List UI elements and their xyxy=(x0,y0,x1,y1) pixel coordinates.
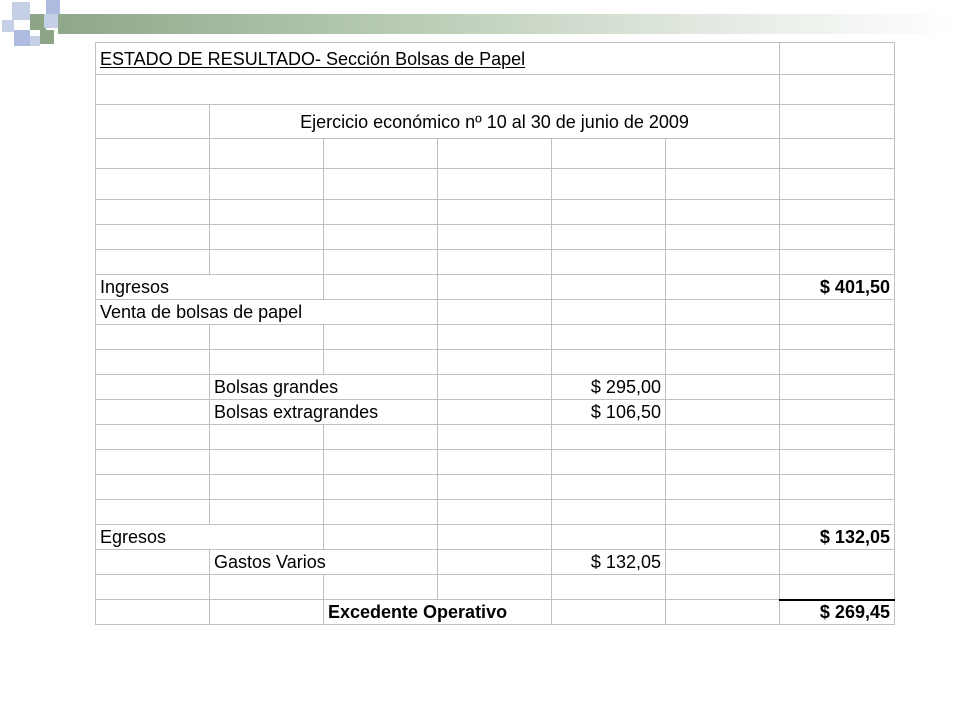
item-label: Bolsas extragrandes xyxy=(210,400,438,425)
cell xyxy=(552,500,666,525)
cell xyxy=(666,325,780,350)
cell xyxy=(666,300,780,325)
cell xyxy=(552,200,666,225)
cell xyxy=(96,250,210,275)
cell xyxy=(210,350,324,375)
item-amount: $ 295,00 xyxy=(552,375,666,400)
ingresos-label: Ingresos xyxy=(96,275,324,300)
cell xyxy=(666,200,780,225)
cell xyxy=(552,169,666,200)
cell xyxy=(438,500,552,525)
cell xyxy=(324,250,438,275)
cell xyxy=(780,200,895,225)
cell xyxy=(552,250,666,275)
cell xyxy=(780,425,895,450)
cell xyxy=(96,400,210,425)
cell xyxy=(96,575,210,600)
cell xyxy=(438,139,552,169)
cell xyxy=(324,139,438,169)
egresos-label: Egresos xyxy=(96,525,324,550)
decor-square xyxy=(46,0,60,14)
cell xyxy=(210,475,324,500)
cell xyxy=(210,600,324,625)
cell xyxy=(780,475,895,500)
cell xyxy=(666,550,780,575)
cell xyxy=(780,139,895,169)
venta-label: Venta de bolsas de papel xyxy=(96,300,438,325)
cell xyxy=(552,139,666,169)
cell xyxy=(780,375,895,400)
cell xyxy=(552,300,666,325)
cell xyxy=(96,550,210,575)
cell xyxy=(666,375,780,400)
cell xyxy=(324,275,438,300)
cell xyxy=(96,139,210,169)
cell xyxy=(210,200,324,225)
cell xyxy=(96,600,210,625)
cell xyxy=(438,375,552,400)
cell xyxy=(552,525,666,550)
decor-square xyxy=(30,36,40,46)
cell xyxy=(210,500,324,525)
cell xyxy=(438,169,552,200)
cell xyxy=(96,450,210,475)
cell xyxy=(552,475,666,500)
cell xyxy=(438,400,552,425)
cell xyxy=(780,250,895,275)
cell xyxy=(324,350,438,375)
cell xyxy=(666,169,780,200)
sheet-title: ESTADO DE RESULTADO- Sección Bolsas de Papel xyxy=(96,43,780,75)
cell xyxy=(780,450,895,475)
cell xyxy=(780,500,895,525)
item-amount: $ 106,50 xyxy=(552,400,666,425)
cell xyxy=(666,250,780,275)
cell xyxy=(324,169,438,200)
cell xyxy=(780,43,895,75)
cell xyxy=(666,275,780,300)
cell xyxy=(324,450,438,475)
cell xyxy=(780,169,895,200)
cell xyxy=(552,425,666,450)
decor-square xyxy=(44,14,58,28)
cell xyxy=(666,575,780,600)
cell xyxy=(96,425,210,450)
cell xyxy=(552,275,666,300)
cell xyxy=(666,525,780,550)
cell xyxy=(324,425,438,450)
sheet-subtitle: Ejercicio económico nº 10 al 30 de junio de 2009 xyxy=(210,105,780,139)
cell xyxy=(96,169,210,200)
cell xyxy=(780,575,895,600)
cell xyxy=(210,169,324,200)
cell xyxy=(324,225,438,250)
gastos-label: Gastos Varios xyxy=(210,550,438,575)
cell xyxy=(780,350,895,375)
cell xyxy=(438,300,552,325)
cell xyxy=(210,575,324,600)
cell xyxy=(438,425,552,450)
cell xyxy=(552,450,666,475)
cell xyxy=(324,500,438,525)
cell xyxy=(96,475,210,500)
cell xyxy=(552,600,666,625)
cell xyxy=(666,500,780,525)
cell xyxy=(438,525,552,550)
cell xyxy=(438,350,552,375)
cell xyxy=(780,300,895,325)
cell xyxy=(780,225,895,250)
cell xyxy=(324,575,438,600)
cell xyxy=(780,105,895,139)
cell xyxy=(96,325,210,350)
cell xyxy=(438,475,552,500)
cell xyxy=(552,575,666,600)
egresos-total: $ 132,05 xyxy=(780,525,895,550)
cell xyxy=(666,600,780,625)
cell xyxy=(96,375,210,400)
decor-square xyxy=(14,30,30,46)
cell xyxy=(96,350,210,375)
cell xyxy=(438,275,552,300)
cell xyxy=(780,325,895,350)
header-gradient-bar xyxy=(58,14,960,34)
cell xyxy=(780,550,895,575)
cell xyxy=(210,139,324,169)
ingresos-total: $ 401,50 xyxy=(780,275,895,300)
cell xyxy=(96,105,210,139)
cell xyxy=(666,475,780,500)
cell xyxy=(666,450,780,475)
cell xyxy=(96,200,210,225)
gastos-amount: $ 132,05 xyxy=(552,550,666,575)
cell xyxy=(438,250,552,275)
excedente-label: Excedente Operativo xyxy=(324,600,552,625)
item-label: Bolsas grandes xyxy=(210,375,438,400)
cell xyxy=(438,225,552,250)
cell xyxy=(324,475,438,500)
cell xyxy=(210,450,324,475)
cell xyxy=(210,225,324,250)
cell xyxy=(666,139,780,169)
cell xyxy=(438,325,552,350)
cell xyxy=(552,325,666,350)
decor-square xyxy=(2,20,14,32)
cell xyxy=(96,225,210,250)
excedente-total: $ 269,45 xyxy=(780,600,895,625)
cell xyxy=(780,75,895,105)
cell xyxy=(324,525,438,550)
cell xyxy=(666,400,780,425)
cell xyxy=(96,500,210,525)
cell xyxy=(96,75,780,105)
cell xyxy=(210,425,324,450)
cell xyxy=(438,450,552,475)
cell xyxy=(780,400,895,425)
cell xyxy=(438,575,552,600)
income-statement-sheet xyxy=(95,42,895,625)
decor-square xyxy=(40,30,54,44)
cell xyxy=(666,350,780,375)
cell xyxy=(552,225,666,250)
cell xyxy=(438,550,552,575)
cell xyxy=(324,200,438,225)
cell xyxy=(666,225,780,250)
decor-square xyxy=(12,2,30,20)
cell xyxy=(324,325,438,350)
cell xyxy=(210,325,324,350)
cell xyxy=(438,200,552,225)
cell xyxy=(210,250,324,275)
cell xyxy=(666,425,780,450)
cell xyxy=(552,350,666,375)
